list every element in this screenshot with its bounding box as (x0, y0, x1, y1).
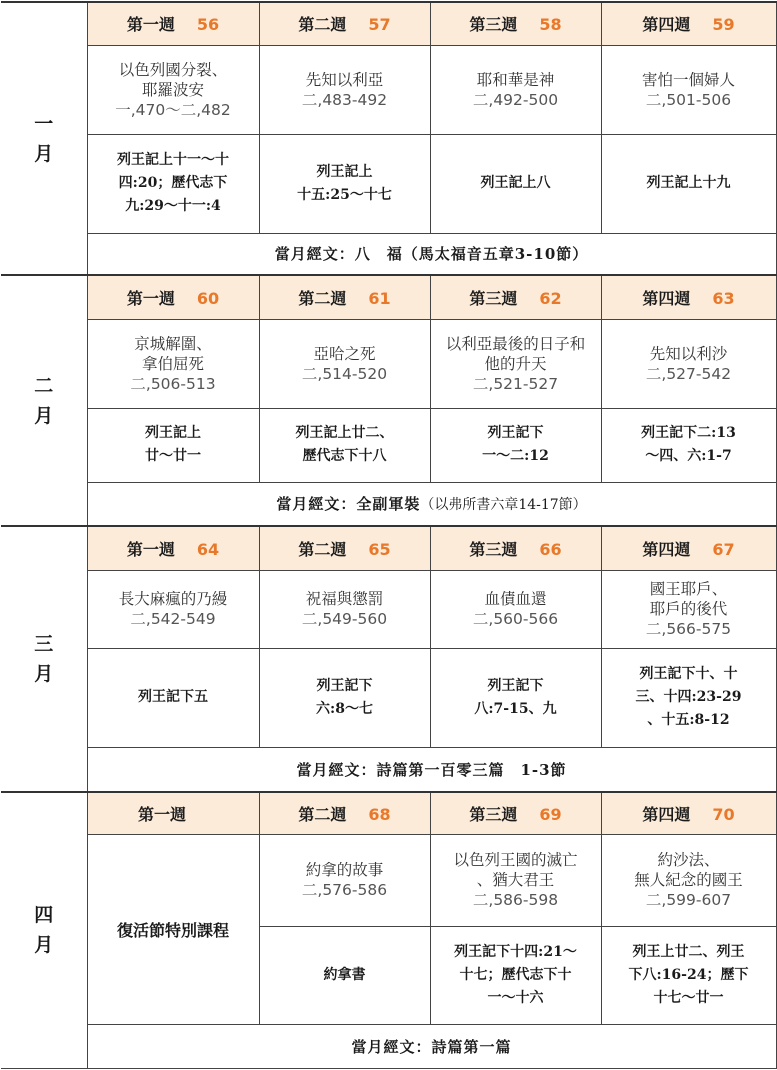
lesson-topic: 亞哈之死 二,514-520 (259, 319, 430, 408)
lesson-topic: 以色列王國的滅亡 、猶大君王 二,586-598 (430, 834, 601, 926)
week-header: 第二週 61 (259, 275, 430, 319)
scripture-reading: 列王上廿二、列王 下八:16-24；歷下 十七～廿一 (601, 926, 776, 1024)
week-header: 第三週 66 (430, 526, 601, 570)
scripture-reading: 列王記下十、十 三、十四:23-29 、十五:8-12 (601, 648, 776, 747)
lesson-topic: 血債血還 二,560-566 (430, 570, 601, 648)
lesson-topic: 先知以利亞 二,483-492 (259, 45, 430, 134)
month-label-jan: 一 月 (1, 2, 87, 275)
week-header: 第三週 69 (430, 792, 601, 834)
lesson-topic: 祝福與懲罰 二,549-560 (259, 570, 430, 648)
scripture-reading: 列王記下 六:8～七 (259, 648, 430, 747)
scripture-reading: 列王記下五 (87, 648, 259, 747)
lesson-topic: 京城解圍、 拿伯屈死 二,506-513 (87, 319, 259, 408)
month-label-mar: 三 月 (1, 526, 87, 792)
month-label-apr: 四 月 (1, 792, 87, 1068)
monthly-verse: 當月經文：詩篇第一篇 (87, 1024, 776, 1068)
scripture-reading: 列王記上 十五:25～十七 (259, 134, 430, 233)
lesson-topic: 害怕一個婦人 二,501-506 (601, 45, 776, 134)
scripture-reading: 列王記上十九 (601, 134, 776, 233)
lesson-topic: 國王耶戶、 耶戶的後代 二,566-575 (601, 570, 776, 648)
monthly-verse: 當月經文：詩篇第一百零三篇 1-3節 (87, 747, 776, 792)
scripture-reading: 列王記上 廿～廿一 (87, 408, 259, 482)
monthly-verse: 當月經文：全副軍裝（以弗所書六章14-17節） (87, 482, 776, 526)
schedule-table (1, 1, 777, 1069)
lesson-topic: 先知以利沙 二,527-542 (601, 319, 776, 408)
easter-special-course: 復活節特別課程 (87, 834, 259, 1024)
week-header: 第四週 59 (601, 2, 776, 45)
week-header: 第二週 65 (259, 526, 430, 570)
lesson-topic: 以色列國分裂、 耶羅波安 一,470～二,482 (87, 45, 259, 134)
monthly-verse: 當月經文：八 福（馬太福音五章3-10節） (87, 233, 776, 275)
scripture-reading: 列王記下十四:21～ 十七；歷代志下十 一～十六 (430, 926, 601, 1024)
week-header: 第一週 56 (87, 2, 259, 45)
scripture-reading: 列王記上八 (430, 134, 601, 233)
week-header: 第三週 62 (430, 275, 601, 319)
week-header: 第一週 (87, 792, 259, 834)
week-header: 第四週 67 (601, 526, 776, 570)
week-header: 第二週 68 (259, 792, 430, 834)
week-header: 第二週 57 (259, 2, 430, 45)
month-label-feb: 二 月 (1, 275, 87, 526)
lesson-topic: 耶和華是神 二,492-500 (430, 45, 601, 134)
lesson-topic: 約拿的故事 二,576-586 (259, 834, 430, 926)
week-header: 第四週 70 (601, 792, 776, 834)
week-header: 第一週 64 (87, 526, 259, 570)
week-header: 第四週 63 (601, 275, 776, 319)
lesson-topic: 約沙法、 無人紀念的國王 二,599-607 (601, 834, 776, 926)
week-header: 第一週 60 (87, 275, 259, 319)
scripture-reading: 列王記下 八:7-15、九 (430, 648, 601, 747)
lesson-topic: 以利亞最後的日子和 他的升天 二,521-527 (430, 319, 601, 408)
week-header: 第三週 58 (430, 2, 601, 45)
scripture-reading: 列王記下二:13 ～四、六:1-7 (601, 408, 776, 482)
scripture-reading: 列王記上廿二、 歷代志下十八 (259, 408, 430, 482)
scripture-reading: 約拿書 (259, 926, 430, 1024)
scripture-reading: 列王記上十一～十 四:20；歷代志下 九:29～十一:4 (87, 134, 259, 233)
scripture-reading: 列王記下 一～二:12 (430, 408, 601, 482)
lesson-topic: 長大麻瘋的乃縵 二,542-549 (87, 570, 259, 648)
